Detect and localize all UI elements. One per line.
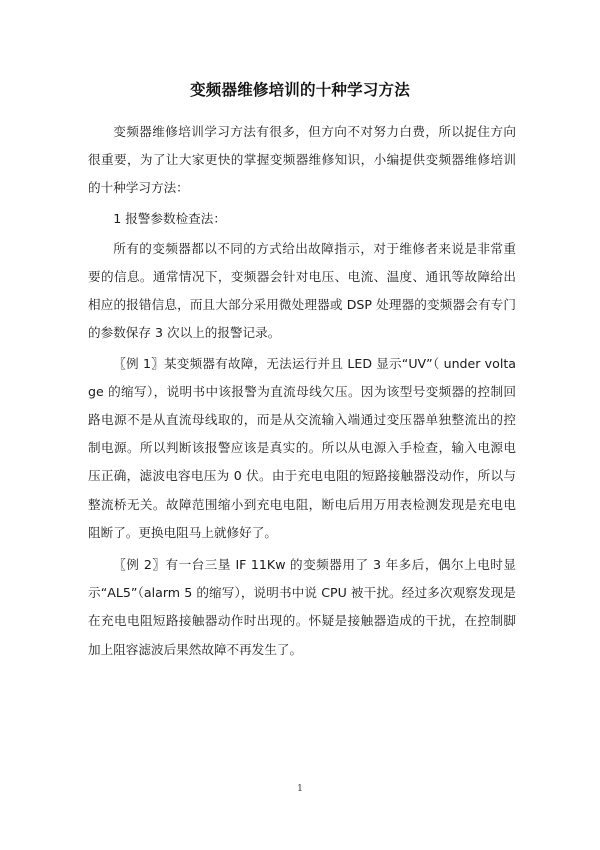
paragraph-intro: 变频器维修培训学习方法有很多，但方向不对努力白费，所以捉住方向很重要，为了让大家更快的掌握变频器维修知识，小编提供变频器维修培训的十种学习方法： xyxy=(88,124,516,196)
paragraph-alarm-description: 所有的变频器都以不同的方式给出故障指示，对于维修者来说是非常重要的信息。通常情况下，变频器会针对电压、电流、温度、通讯等故障给出相应的报错信息，而且大部分采用微处理器或 DSP 处理器的变频器会有专门的参数保存 3 次以上的报警记录。 xyxy=(88,240,516,341)
document-body xyxy=(88,118,516,664)
page-number: 1 xyxy=(297,784,303,794)
paragraph-example-1: 〖例 1〗某变频器有故障，无法运行并且 LED 显示“UV”（ under voltage 的缩写），说明书中该报警为直流母线欠压。因为该型号变频器的控制回路电源不是从直流母线取的，而是从交流输入端通过变压器单独整流出的控制电源。所以判断该报警应该是真实的。所以从电源入手检查，输入电源电压正确，滤波电容电压为 0 伏。由于充电电阻的短路接触器没动作，所以与整流桥无关。故障范围缩小到充电电阻，断电后用万用表检测发现是充电电阻断了。更换电阻马上就修好了。 xyxy=(88,355,516,540)
section-heading-alarm-check: 1 报警参数检查法： xyxy=(113,210,226,226)
paragraph-example-2: 〖例 2〗有一台三垦 IF 11Kw 的变频器用了 3 年多后，偶尔上电时显示“AL5”（alarm 5 的缩写），说明书中说 CPU 被干扰。经过多次观察发现是在充电电阻短路接触器动作时出现的。怀疑是接触器造成的干扰，在控制脚加上阻容滤波后果然故障不再发生了。 xyxy=(88,557,516,657)
document-title: 变频器维修培训的十种学习方法 xyxy=(190,81,410,99)
